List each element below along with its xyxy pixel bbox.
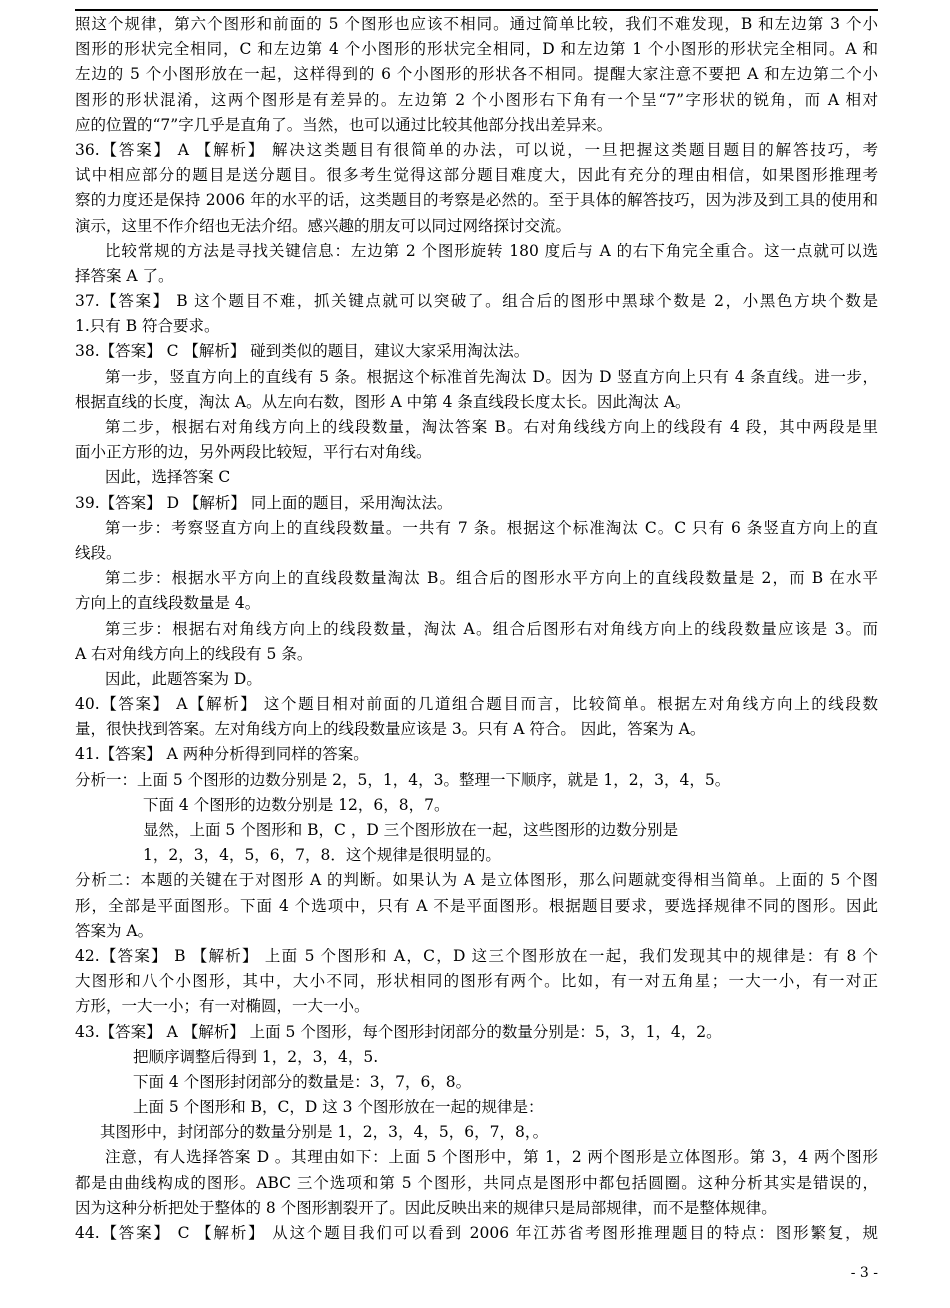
text-line: 试中相应部分的题目是送分题目。很多考生觉得这部分题目难度大，因此有充分的理由相信，如果图形推理考: [75, 166, 878, 185]
text-line: 第一步，竖直方向上的直线有 5 条。根据这个标准首先淘汰 D。因为 D 竖直方向上只有 4 条直线。进一步，: [105, 367, 878, 386]
text-line: 39.【答案】 D 【解析】 同上面的题目，采用淘汰法。: [75, 493, 453, 512]
text-line: 42.【答案】 B 【解析】 上面 5 个图形和 A，C，D 这三个图形放在一起，我们发现其中的规律是：有 8 个: [75, 946, 878, 965]
text-line: 第二步，根据右对角线方向上的线段数量，淘汰答案 B。右对角线线方向上的线段有 4 段，其中两段是里: [105, 418, 878, 436]
document-body: [75, 12, 878, 1246]
text-line: 1.只有 B 符合要求。: [75, 317, 220, 336]
header-rule: [75, 9, 878, 11]
text-line: 下面 4 个图形封闭部分的数量是：3，7，6，8。: [133, 1072, 472, 1091]
text-line: 根据直线的长度，淘汰 A。从左向右数，图形 A 中第 4 条直线段长度太长。因此淘汰 A。: [75, 392, 691, 411]
text-line: 察的力度还是保持 2006 年的水平的话，这类题目的考察是必然的。至于具体的解答技巧，因为涉及到工具的使用和: [75, 191, 878, 210]
text-line: 图形的形状完全相同，C 和左边第 4 个小图形的形状完全相同，D 和左边第 1 个小图形的形状完全相同。A 和: [75, 40, 878, 59]
text-line: 第二步：根据水平方向上的直线段数量淘汰 B。组合后的图形水平方向上的直线段数量是 2，而 B 在水平: [105, 569, 878, 588]
text-line: 36.【答案】 A 【解析】 解决这类题目有很简单的办法，可以说，一旦把握这类题目题目的解答技巧，考: [75, 140, 878, 159]
text-line: 都是由曲线构成的图形。ABC 三个选项和第 5 个图形，共同点是图形中都包括圆圈。这种分析其实是错误的，: [75, 1173, 878, 1192]
text-line: 因此，选择答案 C: [105, 468, 231, 487]
text-line: 左边的 5 个小图形放在一起，这样得到的 6 个小图形的形状各不相同。提醒大家注意不要把 A 和左边第二个小: [75, 65, 878, 84]
text-line: 因此，此题答案为 D。: [105, 669, 262, 688]
text-line: 大图形和八个小图形，其中，大小不同，形状相同的图形有两个。比如，有一对五角星；一大一小，有一对正: [75, 972, 878, 991]
text-line: 线段。: [75, 543, 122, 562]
text-line: 41.【答案】 A 两种分析得到同样的答案。: [75, 745, 369, 764]
text-line: 显然，上面 5 个图形和 B，C ，D 三个图形放在一起，这些图形的边数分别是: [143, 821, 679, 839]
text-line: 方向上的直线段数量是 4。: [75, 594, 261, 613]
text-line: 其图形中，封闭部分的数量分别是 1，2，3，4，5，6，7，8，。: [100, 1123, 549, 1142]
text-line: 形，全部是平面图形。下面 4 个选项中，只有 A 不是平面图形。根据题目要求，要选择规律不同的图形。因此: [75, 896, 878, 915]
text-line: 方形，一大一小；有一对椭圆，一大一小。: [75, 997, 370, 1016]
text-line: 37.【答案】 B 这个题目不难，抓关键点就可以突破了。组合后的图形中黑球个数是 2，小黑色方块个数是: [75, 292, 878, 311]
text-line: 分析二：本题的关键在于对图形 A 的判断。如果认为 A 是立体图形，那么问题就变得相当简单。上面的 5 个图: [75, 871, 878, 890]
text-line: 量，很快找到答案。左对角线方向上的线段数量应该是 3。只有 A 符合。 因此，答案为 A。: [75, 720, 706, 739]
text-line: 43.【答案】 A 【解析】 上面 5 个图形，每个图形封闭部分的数量分别是：5，3，1，4，2。: [75, 1022, 722, 1041]
text-line: 第一步：考察竖直方向上的直线段数量。一共有 7 条。根据这个标准淘汰 C。C 只有 6 条竖直方向上的直: [105, 518, 878, 537]
page-number: - 3 -: [850, 1265, 878, 1281]
text-line: 演示，这里不作介绍也无法介绍。感兴趣的朋友可以同过网络探讨交流。: [75, 216, 572, 235]
text-line: 面小正方形的边，另外两段比较短，平行右对角线。: [75, 443, 432, 462]
text-line: 44.【答案】 C 【解析】 从这个题目我们可以看到 2006 年江苏省考图形推理题目的特点：图形繁复，规: [75, 1224, 878, 1242]
text-line: 1，2，3，4，5，6，7，8．这个规律是很明显的。: [143, 846, 501, 865]
text-line: 择答案 A 了。: [75, 266, 174, 285]
text-line: 38.【答案】 C 【解析】 碰到类似的题目，建议大家采用淘汰法。: [75, 342, 530, 361]
text-line: 应的位置的“7”字几乎是直角了。当然，也可以通过比较其他部分找出差异来。: [75, 115, 613, 134]
text-line: 下面 4 个图形的边数分别是 12，6，8，7。: [143, 795, 450, 814]
text-line: 图形的形状混淆，这两个图形是有差异的。左边第 2 个小图形右下角有一个呈“7”字形状的锐角，而 A 相对: [75, 90, 878, 109]
text-line: 上面 5 个图形和 B，C，D 这 3 个图形放在一起的规律是：: [133, 1098, 544, 1117]
text-line: 注意，有人选择答案 D 。其理由如下：上面 5 个图形中，第 1，2 两个图形是立体图形。第 3，4 两个图形: [105, 1148, 878, 1167]
text-line: 照这个规律，第六个图形和前面的 5 个图形也应该不相同。通过简单比较，我们不难发现，B 和左边第 3 个小: [75, 15, 878, 33]
text-line: 第三步：根据右对角线方向上的线段数量，淘汰 A。组合后图形右对角线方向上的线段数量应该是 3。而: [105, 619, 878, 638]
text-line: 分析一：上面 5 个图形的边数分别是 2，5，1，4，3。整理一下顺序，就是 1，2，3，4，5。: [75, 770, 731, 789]
text-line: 因为这种分析把处于整体的 8 个图形割裂开了。因此反映出来的规律只是局部规律，而不是整体规律。: [75, 1198, 777, 1217]
text-line: 比较常规的方法是寻找关键信息：左边第 2 个图形旋转 180 度后与 A 的右下角完全重合。这一点就可以选: [105, 241, 878, 260]
text-line: A 右对角线方向上的线段有 5 条。: [75, 644, 313, 663]
text-line: 40.【答案】 A【解析】 这个题目相对前面的几道组合题目而言，比较简单。根据左对角线方向上的线段数: [75, 695, 878, 714]
text-line: 把顺序调整后得到 1，2，3，4，5.: [133, 1047, 379, 1066]
text-line: 答案为 A。: [75, 921, 154, 940]
